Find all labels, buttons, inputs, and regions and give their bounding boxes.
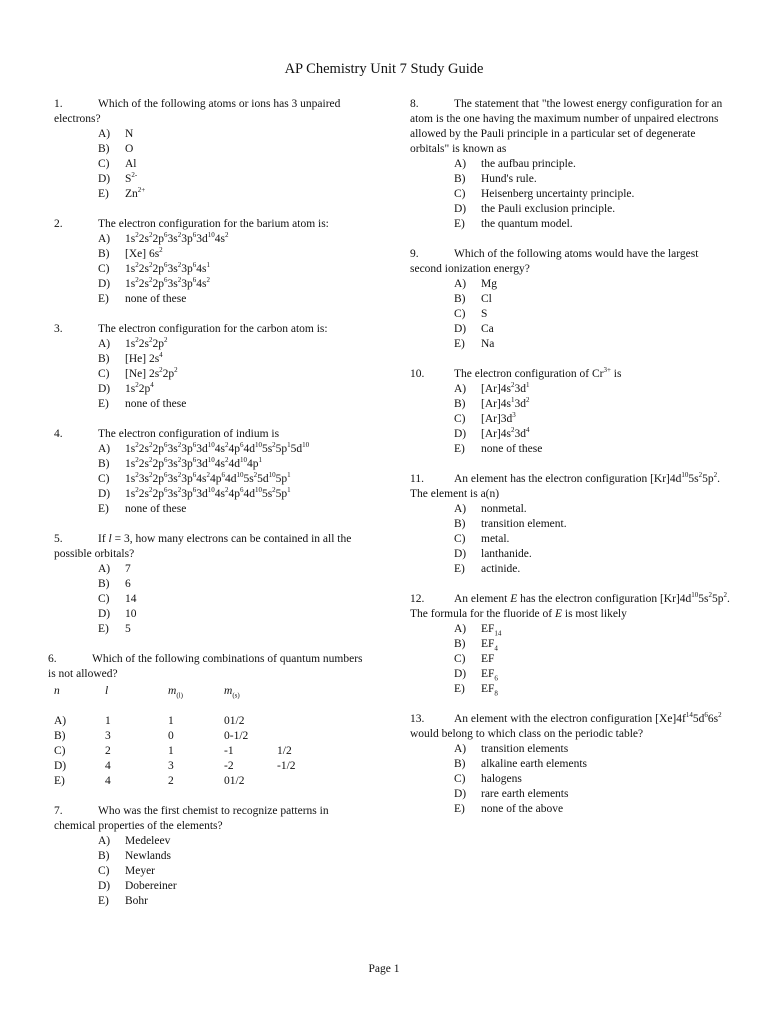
question-10-stem: 10. The electron configuration of $Cr^{3+}$ is bbox=[410, 366, 622, 380]
question-5-option-e: E) 5 bbox=[98, 623, 131, 635]
question-5-option-c: C) 14 bbox=[98, 593, 137, 605]
table-row: C) 2 1 -1 1/2 bbox=[54, 745, 292, 757]
question-8 bbox=[410, 97, 730, 232]
question-7-option-e: E) Bohr bbox=[98, 895, 148, 907]
question-12-option-b: B) $EF_4$ bbox=[454, 638, 498, 653]
question-7-option-d: D) Dobereiner bbox=[98, 880, 177, 892]
question-2-stem: 2. The electron configuration for the barium atom is: bbox=[54, 218, 329, 230]
question-6-stem: 6. Which of the following combinations of quantum numbers is not allowed? bbox=[48, 653, 363, 680]
table-row: E) 4 2 01/2 bbox=[54, 775, 245, 787]
question-12-stem: 12. An element E has the electron configuration $[Kr]4d^{10}5s^25p^2$. The formula for the fluoride of E is most likely bbox=[410, 591, 730, 620]
question-5-option-b: B) 6 bbox=[98, 578, 131, 590]
question-2-option-c: C) $1s^22s^22p^63s^23p^64s^1$ bbox=[98, 261, 210, 275]
question-8-stem: 8. The statement that "the lowest energy configuration for an atom is the one having the maximum number of unpaired electrons allowed by the Pauli principle in a particular set of degenerate orbitals" is known as bbox=[410, 98, 723, 155]
table-header: n l $m_{(l)}$ $m_{(s)}$ bbox=[54, 685, 240, 700]
question-10-option-d: D) $[Ar]4s^23d^4$ bbox=[454, 426, 530, 440]
question-9 bbox=[410, 247, 730, 352]
question-4-option-b: B) $1s^22s^22p^63s^23p^63d^{10}4s^24d^{10}4p^1$ bbox=[98, 456, 262, 470]
question-2-option-b: B) [Xe] $6s^2$ bbox=[98, 246, 163, 260]
question-8-option-a: A) the aufbau principle. bbox=[454, 158, 576, 170]
quantum-number-table bbox=[54, 684, 372, 789]
question-5-option-d: D) 10 bbox=[98, 608, 137, 620]
question-4-option-e: E) none of these bbox=[98, 503, 187, 515]
question-3-option-a: A) $1s^22s^22p^2$ bbox=[98, 336, 168, 350]
question-12-option-d: D) $EF_6$ bbox=[454, 668, 498, 683]
question-3-option-b: B) [He] $2s^4$ bbox=[98, 351, 163, 365]
question-7-option-b: B) Newlands bbox=[98, 850, 171, 862]
question-9-option-e: E) Na bbox=[454, 338, 495, 350]
question-1 bbox=[54, 97, 372, 202]
question-11-option-e: E) actinide. bbox=[454, 563, 521, 575]
question-4-option-d: D) $1s^22s^22p^63s^23p^63d^{10}4s^24p^64d^{10}5s^25p^1$ bbox=[98, 486, 291, 500]
question-4-option-a: A) $1s^22s^22p^63s^23p^63d^{10}4s^24p^64d^{10}5s^25p^15d^{10}$ bbox=[98, 441, 310, 455]
question-1-option-b: B) O bbox=[98, 143, 134, 155]
question-7-option-c: C) Meyer bbox=[98, 865, 156, 877]
question-1-option-c: C) Al bbox=[98, 158, 137, 170]
question-1-option-a: A) N bbox=[98, 128, 134, 140]
question-12 bbox=[410, 592, 730, 697]
table-row: B) 3 0 0-1/2 bbox=[54, 730, 249, 742]
question-11-option-c: C) metal. bbox=[454, 533, 510, 545]
question-12-option-a: A) $EF_{14}$ bbox=[454, 623, 502, 638]
question-3-option-e: E) none of these bbox=[98, 398, 187, 410]
question-5 bbox=[54, 532, 372, 637]
table-row: D) 4 3 -2 -1/2 bbox=[54, 760, 296, 772]
page-title: AP Chemistry Unit 7 Study Guide bbox=[284, 61, 484, 77]
question-5-stem: 5. If l = 3, how many electrons can be contained in all the possible orbitals? bbox=[54, 533, 352, 560]
question-13-option-d: D) rare earth elements bbox=[454, 788, 569, 800]
table-row: A) 1 1 01/2 bbox=[54, 715, 245, 727]
question-7-option-a: A) Medeleev bbox=[98, 835, 171, 847]
question-13-option-c: C) halogens bbox=[454, 773, 522, 785]
question-13-option-a: A) transition elements bbox=[454, 743, 569, 755]
question-3 bbox=[54, 322, 372, 412]
question-1-option-e: E) $Zn^{2+}$ bbox=[98, 186, 146, 200]
question-3-option-d: D) $1s^22p^4$ bbox=[98, 381, 154, 395]
left-column bbox=[48, 97, 372, 924]
question-11-stem: 11. An element has the electron configuration $[Kr]4d^{10}5s^25p^2$. The element is a(n) bbox=[410, 471, 720, 500]
question-2-option-a: A) $1s^22s^22p^63s^23p^63d^{10}4s^2$ bbox=[98, 231, 229, 245]
question-10-option-a: A) $[Ar]4s^23d^1$ bbox=[454, 381, 530, 395]
question-13-option-e: E) none of the above bbox=[454, 803, 564, 815]
question-2 bbox=[54, 217, 372, 307]
question-10 bbox=[410, 367, 730, 457]
question-11-option-a: A) nonmetal. bbox=[454, 503, 527, 515]
question-4-option-c: C) $1s^23s^22p^63s^23p^64s^24p^64d^{10}5s^25d^{10}5p^1$ bbox=[98, 471, 291, 485]
question-1-stem: 1. Which of the following atoms or ions has 3 unpaired electrons? bbox=[54, 98, 341, 125]
question-9-stem: 9. Which of the following atoms would have the largest second ionization energy? bbox=[410, 248, 699, 275]
question-11 bbox=[410, 472, 730, 577]
question-11-option-b: B) transition element. bbox=[454, 518, 567, 530]
question-2-option-e: E) none of these bbox=[98, 293, 187, 305]
question-6 bbox=[48, 652, 372, 789]
question-11-option-d: D) lanthanide. bbox=[454, 548, 532, 560]
question-4 bbox=[54, 427, 372, 517]
question-8-option-b: B) Hund's rule. bbox=[454, 173, 537, 185]
question-8-option-d: D) the Pauli exclusion principle. bbox=[454, 203, 616, 215]
question-12-option-e: E) $EF_8$ bbox=[454, 683, 498, 698]
question-13-stem: 13. An element with the electron configuration $[Xe]4f^{14}5d^66s^2$ would belong to which class on the periodic table? bbox=[410, 711, 722, 740]
question-13 bbox=[410, 712, 730, 817]
question-10-option-c: C) $[Ar]3d^3$ bbox=[454, 411, 516, 425]
question-7-stem: 7. Who was the first chemist to recognize patterns in chemical properties of the elements? bbox=[54, 805, 329, 832]
question-13-option-b: B) alkaline earth elements bbox=[454, 758, 588, 770]
question-1-option-d: D) $S^{2-}$ bbox=[98, 171, 138, 185]
question-3-stem: 3. The electron configuration for the carbon atom is: bbox=[54, 323, 328, 335]
question-9-option-c: C) S bbox=[454, 308, 488, 320]
page-number: Page 1 bbox=[368, 963, 400, 975]
question-8-option-e: E) the quantum model. bbox=[454, 218, 573, 230]
question-9-option-a: A) Mg bbox=[454, 278, 497, 290]
question-9-option-b: B) Cl bbox=[454, 293, 492, 305]
question-9-option-d: D) Ca bbox=[454, 323, 494, 335]
question-10-option-e: E) none of these bbox=[454, 443, 543, 455]
question-8-option-c: C) Heisenberg uncertainty principle. bbox=[454, 188, 635, 200]
question-12-option-c: C) EF bbox=[454, 653, 495, 665]
question-5-option-a: A) 7 bbox=[98, 563, 131, 575]
question-10-option-b: B) $[Ar]4s^13d^2$ bbox=[454, 396, 530, 410]
question-2-option-d: D) $1s^22s^22p^63s^23p^64s^2$ bbox=[98, 276, 210, 290]
question-3-option-c: C) [Ne] $2s^22p^2$ bbox=[98, 366, 178, 380]
question-7 bbox=[54, 804, 372, 909]
right-column bbox=[410, 97, 730, 832]
question-4-stem: 4. The electron configuration of indium is bbox=[54, 428, 280, 440]
